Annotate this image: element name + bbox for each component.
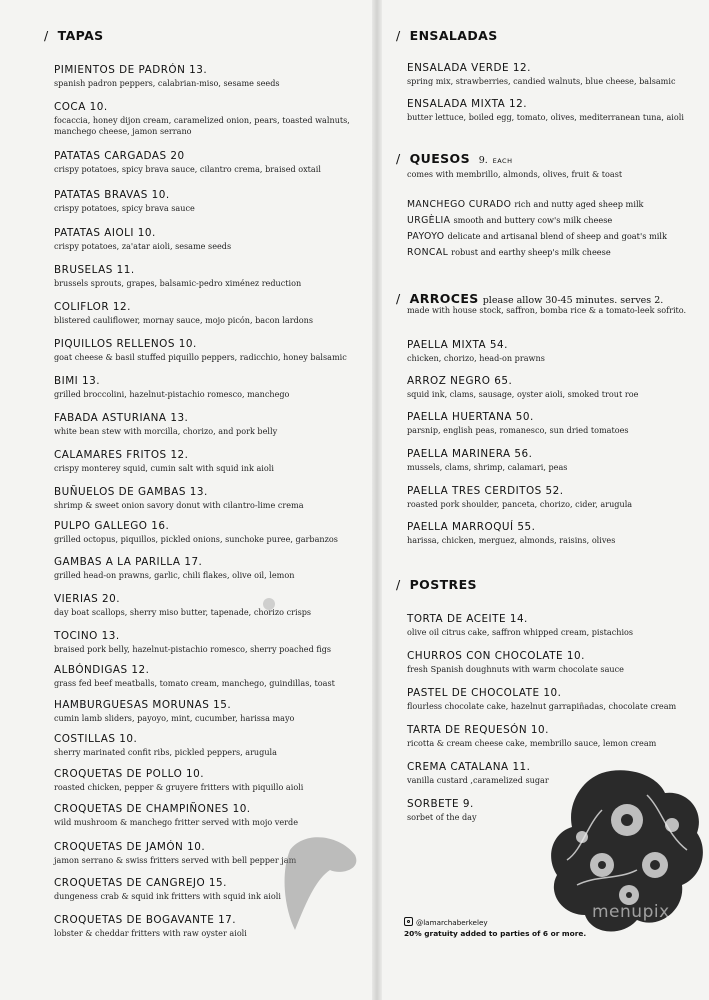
item-desc: parsnip, english peas, romanesco, sun dried tomatoes	[407, 425, 629, 435]
menu-item	[407, 339, 545, 364]
item-name: VIERIAS 20.	[54, 593, 121, 605]
menu-item	[407, 687, 676, 712]
item-name: CROQUETAS DE CANGREJO 15.	[54, 877, 227, 889]
item-desc: harissa, chicken, merguez, almonds, raisins, olives	[407, 535, 616, 545]
ink-smudge	[255, 590, 295, 630]
item-desc: squid ink, clams, sausage, oyster aioli, smoked trout roe	[407, 389, 639, 399]
item-desc: mussels, clams, shrimp, calamari, peas	[407, 462, 568, 472]
menu-item	[407, 375, 638, 400]
item-name: PAELLA HUERTANA 50.	[407, 411, 534, 423]
item-name: ALBÓNDIGAS 12.	[54, 664, 150, 676]
item-name: CREMA CATALANA 11.	[407, 761, 531, 773]
item-name: CALAMARES FRITOS 12.	[54, 449, 189, 461]
item-name: COLIFLOR 12.	[54, 301, 131, 313]
item-name: ARROZ NEGRO 65.	[407, 375, 513, 387]
item-desc: crispy monterey squid, cumin salt with squid ink aioli	[54, 463, 274, 473]
menu-item	[54, 150, 321, 175]
item-name: HAMBURGUESAS MORUNAS 15.	[54, 699, 232, 711]
item-desc: braised pork belly, hazelnut-pistachio romesco, sherry poached figs	[54, 644, 332, 654]
menu-item	[54, 189, 195, 214]
menu-item	[54, 630, 331, 655]
item-name: CROQUETAS DE JAMÓN 10.	[54, 841, 206, 853]
item-name: FABADA ASTURIANA 13.	[54, 412, 189, 424]
item-name: BUÑUELOS DE GAMBAS 13.	[54, 486, 208, 498]
section-title-quesos: / QUESOS 9. EACH	[396, 151, 513, 166]
item-name: PULPO GALLEGO 16.	[54, 520, 170, 532]
item-desc: cumin lamb sliders, payoyo, mint, cucumber, harissa mayo	[54, 713, 295, 723]
menu-item	[54, 768, 303, 793]
menu-item	[407, 724, 656, 749]
menu-item	[54, 699, 294, 724]
cheese-name: PAYOYO	[407, 231, 445, 242]
quesos-price: 9.	[478, 155, 488, 166]
menu-item	[407, 521, 615, 546]
section-title-tapas: / TAPAS	[44, 28, 104, 43]
menu-item	[54, 877, 281, 902]
menu-item	[407, 798, 477, 823]
item-name: PIQUILLOS RELLENOS 10.	[54, 338, 197, 350]
quesos-intro: comes with membrillo, almonds, olives, fruit & toast	[407, 169, 623, 179]
section-title-ensaladas: / ENSALADAS	[396, 28, 498, 43]
menu-item	[407, 62, 675, 87]
menu-item	[407, 411, 629, 436]
cheese-name: RONCAL	[407, 247, 449, 258]
quesos-price-unit: EACH	[492, 157, 513, 165]
menu-item	[54, 520, 338, 545]
item-name: CROQUETAS DE CHAMPIÑONES 10.	[54, 803, 251, 815]
item-name: SORBETE 9.	[407, 798, 474, 810]
item-desc: manchego cheese, jamon serrano	[54, 126, 192, 136]
item-name: PAELLA MARINERA 56.	[407, 448, 533, 460]
item-desc: olive oil citrus cake, saffron whipped cream, pistachios	[407, 627, 634, 637]
item-desc: goat cheese & basil stuffed piquillo peppers, radicchio, honey balsamic	[54, 352, 347, 362]
item-name: PAELLA TRES CERDITOS 52.	[407, 485, 564, 497]
menu-item	[54, 841, 296, 866]
item-desc: crispy potatoes, za'atar aioli, sesame seeds	[54, 241, 232, 251]
instagram-icon	[404, 917, 413, 926]
item-name: COCA 10.	[54, 101, 108, 113]
item-name: GAMBAS A LA PARILLA 17.	[54, 556, 203, 568]
item-desc: dungeness crab & squid ink fritters with squid ink aioli	[54, 891, 281, 901]
item-desc: focaccia, honey dijon cream, caramelized onion, pears, toasted walnuts,	[54, 115, 350, 125]
menu-item	[54, 914, 247, 939]
menu-item	[54, 301, 313, 326]
ink-smudge	[270, 820, 370, 940]
item-desc: butter lettuce, boiled egg, tomato, olives, mediterranean tuna, aioli	[407, 112, 684, 122]
item-name: PIMIENTOS DE PADRÓN 13.	[54, 64, 208, 76]
menu-item	[54, 375, 289, 400]
item-desc: brussels sprouts, grapes, balsamic-pedro ximénez reduction	[54, 278, 302, 288]
menu-item	[407, 613, 633, 638]
menu-item	[54, 556, 294, 581]
menu-item	[407, 485, 632, 510]
cheese-name: MANCHEGO CURADO	[407, 199, 512, 210]
menu-item	[54, 486, 304, 511]
item-name: PASTEL DE CHOCOLATE 10.	[407, 687, 562, 699]
menu-item	[407, 650, 624, 675]
item-name: TARTA DE REQUESÓN 10.	[407, 724, 549, 736]
cheese-desc: robust and earthy sheep's milk cheese	[451, 247, 611, 257]
cheese-desc: delicate and artisanal blend of sheep and goat's milk	[447, 231, 667, 241]
item-desc: day boat scallops, sherry miso butter, tapenade, chorizo crisps	[54, 607, 312, 617]
gratuity-note: 20% gratuity added to parties of 6 or more.	[404, 929, 587, 938]
section-title-postres: / POSTRES	[396, 577, 477, 592]
item-desc: roasted pork shoulder, panceta, chorizo, cider, arugula	[407, 499, 633, 509]
item-name: PATATAS AIOLI 10.	[54, 227, 156, 239]
item-name: PAELLA MARROQUÍ 55.	[407, 521, 536, 533]
item-desc: spanish padron peppers, calabrian-miso, sesame seeds	[54, 78, 280, 88]
menu-item	[407, 761, 549, 786]
menu-item	[54, 227, 231, 252]
item-name: TORTA DE ACEITE 14.	[407, 613, 528, 625]
menu-item	[54, 264, 301, 289]
menu-item	[54, 338, 347, 363]
item-name: TOCINO 13.	[54, 630, 120, 642]
menu-item	[54, 733, 277, 758]
cheese-name: URGÈLIA	[407, 215, 451, 226]
watermark: menupix	[592, 902, 670, 922]
item-desc: ricotta & cream cheese cake, membrillo sauce, lemon cream	[407, 738, 657, 748]
cheese-line	[407, 247, 611, 258]
item-desc: shrimp & sweet onion savory donut with cilantro-lime crema	[54, 500, 304, 510]
instagram-handle: @lamarchaberkeley	[404, 917, 488, 927]
item-desc: crispy potatoes, spicy brava sauce	[54, 203, 195, 213]
item-desc: grilled head-on prawns, garlic, chili flakes, olive oil, lemon	[54, 570, 295, 580]
item-name: CROQUETAS DE POLLO 10.	[54, 768, 205, 780]
menu-item	[54, 101, 350, 137]
item-name: PATATAS CARGADAS 20	[54, 150, 185, 162]
cheese-line	[407, 199, 644, 210]
arroces-note: please allow 30-45 minutes. serves 2.	[482, 295, 664, 306]
menu-item	[407, 98, 684, 123]
item-desc: sherry marinated confit ribs, pickled peppers, arugula	[54, 747, 277, 757]
item-desc: jamon serrano & swiss fritters served with bell pepper jam	[54, 855, 297, 865]
item-name: ENSALADA MIXTA 12.	[407, 98, 528, 110]
item-desc: grilled broccolini, hazelnut-pistachio romesco, manchego	[54, 389, 290, 399]
menu-item	[54, 449, 274, 474]
section-title-arroces: / ARROCES please allow 30-45 minutes. serves 2.	[396, 291, 664, 306]
cheese-desc: smooth and buttery cow's milk cheese	[453, 215, 613, 225]
item-desc: grilled octopus, piquillos, pickled onions, sunchoke puree, garbanzos	[54, 534, 338, 544]
menu-item	[54, 64, 280, 89]
item-desc: sorbet of the day	[407, 812, 477, 822]
item-desc: flourless chocolate cake, hazelnut garrapiñadas, chocolate cream	[407, 701, 677, 711]
item-desc: vanilla custard ,caramelized sugar	[407, 775, 549, 785]
cheese-desc: rich and nutty aged sheep milk	[514, 199, 644, 209]
item-desc: wild mushroom & manchego fritter served with mojo verde	[54, 817, 299, 827]
cheese-line	[407, 231, 667, 242]
item-desc: fresh Spanish doughnuts with warm chocolate sauce	[407, 664, 624, 674]
item-name: COSTILLAS 10.	[54, 733, 138, 745]
item-desc: crispy potatoes, spicy brava sauce, cilantro crema, braised oxtail	[54, 164, 321, 174]
arroces-intro: made with house stock, saffron, bomba rice & a tomato-leek sofrito.	[407, 305, 687, 315]
item-desc: grass fed beef meatballs, tomato cream, manchego, guindillas, toast	[54, 678, 335, 688]
item-name: ENSALADA VERDE 12.	[407, 62, 531, 74]
item-name: CHURROS CON CHOCOLATE 10.	[407, 650, 585, 662]
item-name: BIMI 13.	[54, 375, 101, 387]
menu-item	[54, 664, 335, 689]
menu-item	[54, 412, 277, 437]
item-desc: roasted chicken, pepper & gruyere fritters with piquillo aioli	[54, 782, 304, 792]
cheese-line	[407, 215, 612, 226]
menu-item	[54, 803, 298, 828]
menu-item	[407, 448, 567, 473]
item-desc: chicken, chorizo, head-on prawns	[407, 353, 545, 363]
item-name: PAELLA MIXTA 54.	[407, 339, 508, 351]
item-desc: lobster & cheddar fritters with raw oyster aioli	[54, 928, 247, 938]
item-name: CROQUETAS DE BOGAVANTE 17.	[54, 914, 237, 926]
item-desc: blistered cauliflower, mornay sauce, mojo picón, bacon lardons	[54, 315, 314, 325]
item-name: PATATAS BRAVAS 10.	[54, 189, 170, 201]
item-name: BRUSELAS 11.	[54, 264, 135, 276]
page-fold	[372, 0, 382, 1000]
item-desc: white bean stew with morcilla, chorizo, and pork belly	[54, 426, 278, 436]
item-desc: spring mix, strawberries, candied walnuts, blue cheese, balsamic	[407, 76, 676, 86]
